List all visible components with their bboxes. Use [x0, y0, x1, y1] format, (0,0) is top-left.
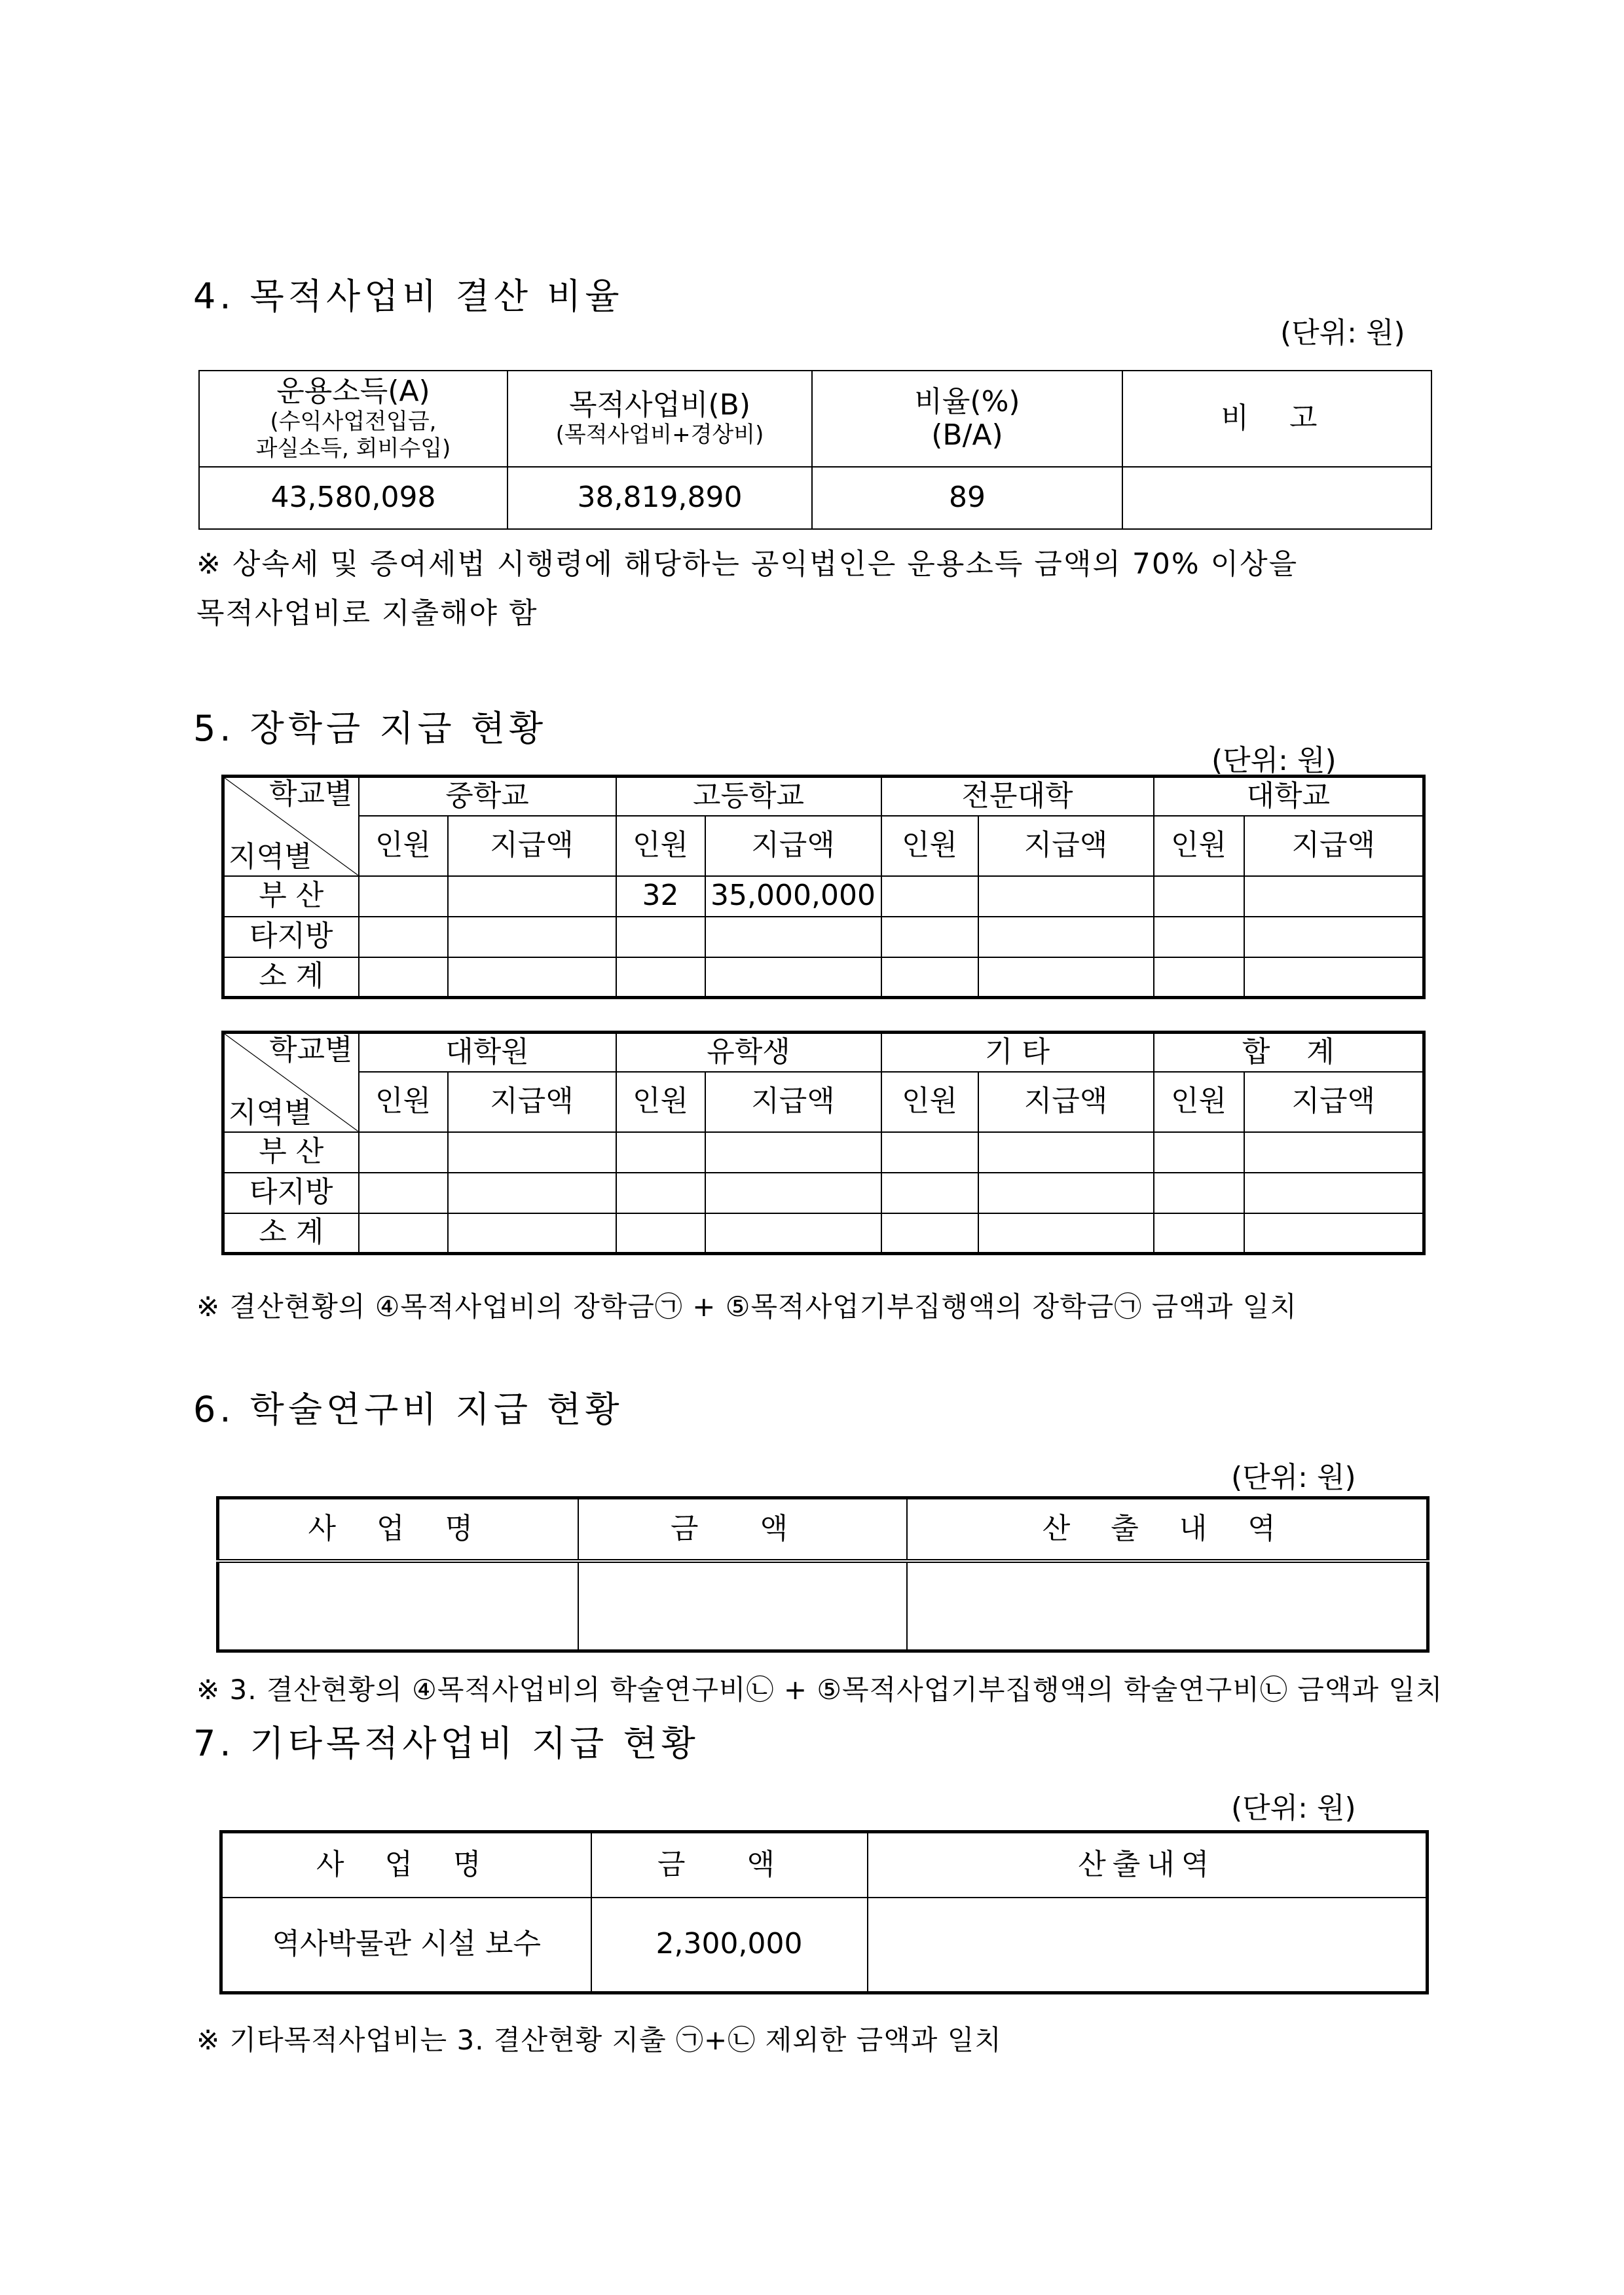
header-operating-income	[199, 371, 507, 467]
cell	[1154, 957, 1244, 998]
cell	[978, 917, 1154, 957]
cell	[881, 1213, 978, 1254]
sub-header-people: 인원	[1154, 1072, 1244, 1132]
corner-region-label: 지역별	[229, 839, 312, 873]
section7-title: 7. 기타목적사업비 지급 현황	[193, 1723, 699, 1764]
group-header: 중학교	[359, 777, 616, 816]
cell	[1154, 1132, 1244, 1173]
sub-header-amount: 지급액	[978, 1072, 1154, 1132]
cell	[705, 957, 881, 998]
cell	[359, 1173, 448, 1213]
group-header: 합 계	[1154, 1033, 1424, 1072]
ratio-table	[198, 370, 1432, 530]
corner-cell	[223, 1033, 359, 1132]
cell-calculation	[868, 1898, 1428, 1993]
sub-header-people: 인원	[1154, 816, 1244, 876]
row-label: 소 계	[223, 1213, 359, 1254]
research-table	[216, 1496, 1430, 1653]
header-project-name: 사 업 명	[221, 1832, 591, 1898]
cell	[1244, 917, 1424, 957]
section5-unit: (단위: 원)	[1211, 744, 1337, 777]
cell	[705, 1213, 881, 1254]
header-amount: 금 액	[591, 1832, 868, 1898]
cell	[616, 1132, 705, 1173]
sub-header-amount: 지급액	[1244, 1072, 1424, 1132]
header-project-name: 사 업 명	[218, 1498, 578, 1561]
sub-header-amount: 지급액	[448, 816, 616, 876]
header-remarks: 비 고	[1122, 371, 1431, 467]
header-ratio-sub: (B/A)	[931, 418, 1003, 452]
sub-header-people: 인원	[881, 816, 978, 876]
row-label: 부 산	[223, 1132, 359, 1173]
section5-note: ※ 결산현황의 ④목적사업비의 장학금㉠ + ⑤목적사업기부집행액의 장학금㉠ 금액과 일치	[196, 1291, 1297, 1323]
header-calculation: 산 출 내 역	[907, 1498, 1428, 1561]
sub-header-people: 인원	[881, 1072, 978, 1132]
section7-note: ※ 기타목적사업비는 3. 결산현황 지출 ㉠+㉡ 제외한 금액과 일치	[196, 2024, 1002, 2056]
section4-note-line2: 목적사업비로 지출해야 함	[196, 597, 538, 630]
scholarship-table-1	[221, 775, 1426, 999]
header-operating-income-sub2: 과실소득, 회비수입)	[255, 435, 451, 462]
header-ratio	[812, 371, 1122, 467]
group-header: 기 타	[881, 1033, 1154, 1072]
cell	[978, 1213, 1154, 1254]
header-operating-income-sub1: (수익사업전입금,	[270, 409, 437, 435]
cell	[1244, 1132, 1424, 1173]
cell	[705, 1132, 881, 1173]
group-header: 대학교	[1154, 777, 1424, 816]
cell-amount	[578, 1561, 907, 1651]
corner-school-label: 학교별	[268, 777, 353, 811]
sub-header-amount: 지급액	[705, 1072, 881, 1132]
cell	[1244, 957, 1424, 998]
row-label: 타지방	[223, 917, 359, 957]
header-purpose-expense-sub: (목적사업비+경상비)	[555, 422, 764, 449]
cell	[881, 917, 978, 957]
section4-title: 4. 목적사업비 결산 비율	[193, 276, 623, 317]
cell: 32	[616, 876, 705, 917]
header-purpose-expense	[507, 371, 812, 467]
cell	[978, 1132, 1154, 1173]
table-row	[223, 1213, 1424, 1254]
sub-header-people: 인원	[359, 1072, 448, 1132]
section7-unit: (단위: 원)	[1231, 1791, 1356, 1825]
cell	[705, 1173, 881, 1213]
row-label: 부 산	[223, 876, 359, 917]
cell	[616, 917, 705, 957]
header-operating-income-main: 운용소득(A)	[276, 375, 430, 409]
cell	[1154, 1213, 1244, 1254]
table-row	[223, 957, 1424, 998]
section6-note: ※ 3. 결산현황의 ④목적사업비의 학술연구비㉡ + ⑤목적사업기부집행액의 학술연구비㉡ 금액과 일치	[196, 1674, 1443, 1706]
cell	[1154, 1173, 1244, 1213]
cell	[705, 917, 881, 957]
cell	[616, 957, 705, 998]
cell	[359, 917, 448, 957]
value-remarks	[1122, 467, 1431, 529]
sub-header-amount: 지급액	[1244, 816, 1424, 876]
table-row	[221, 1898, 1428, 1993]
cell-calculation	[907, 1561, 1428, 1651]
row-label: 소 계	[223, 957, 359, 998]
section4-note-line1: ※ 상속세 및 증여세법 시행령에 해당하는 공익법인은 운용소득 금액의 70% 이상을	[196, 547, 1299, 581]
section6-unit: (단위: 원)	[1231, 1461, 1356, 1494]
cell	[1244, 876, 1424, 917]
table-row	[223, 917, 1424, 957]
header-purpose-expense-main: 목적사업비(B)	[568, 388, 751, 422]
header-amount: 금 액	[578, 1498, 907, 1561]
sub-header-amount: 지급액	[448, 1072, 616, 1132]
section6-title: 6. 학술연구비 지급 현황	[193, 1389, 623, 1430]
cell	[978, 876, 1154, 917]
group-header: 대학원	[359, 1033, 616, 1072]
cell	[448, 1173, 616, 1213]
sub-header-people: 인원	[359, 816, 448, 876]
cell	[978, 957, 1154, 998]
table-row	[223, 1173, 1424, 1213]
cell	[448, 1132, 616, 1173]
cell	[616, 1213, 705, 1254]
cell-project-name	[218, 1561, 578, 1651]
cell	[359, 876, 448, 917]
value-operating-income: 43,580,098	[199, 467, 507, 529]
cell-project-name: 역사박물관 시설 보수	[221, 1898, 591, 1993]
cell	[1154, 917, 1244, 957]
scholarship-table-2	[221, 1031, 1426, 1255]
corner-school-label: 학교별	[268, 1033, 353, 1067]
table-row	[223, 876, 1424, 917]
cell	[1244, 1213, 1424, 1254]
cell	[881, 876, 978, 917]
row-label: 타지방	[223, 1173, 359, 1213]
table-row	[223, 1132, 1424, 1173]
cell	[448, 1213, 616, 1254]
cell	[881, 957, 978, 998]
sub-header-amount: 지급액	[978, 816, 1154, 876]
cell	[359, 1132, 448, 1173]
value-ratio: 89	[812, 467, 1122, 529]
cell	[448, 917, 616, 957]
sub-header-amount: 지급액	[705, 816, 881, 876]
cell	[881, 1173, 978, 1213]
cell	[359, 1213, 448, 1254]
cell	[359, 957, 448, 998]
cell	[881, 1132, 978, 1173]
cell	[1154, 876, 1244, 917]
cell	[448, 957, 616, 998]
sub-header-people: 인원	[616, 816, 705, 876]
section5-title: 5. 장학금 지급 현황	[193, 708, 547, 749]
table-row	[218, 1561, 1428, 1651]
header-ratio-main: 비율(%)	[914, 384, 1020, 418]
value-purpose-expense: 38,819,890	[507, 467, 812, 529]
cell: 35,000,000	[705, 876, 881, 917]
cell-amount: 2,300,000	[591, 1898, 868, 1993]
cell	[616, 1173, 705, 1213]
group-header: 고등학교	[616, 777, 881, 816]
group-header: 전문대학	[881, 777, 1154, 816]
corner-region-label: 지역별	[229, 1095, 312, 1129]
header-calculation: 산출내역	[868, 1832, 1428, 1898]
corner-cell	[223, 777, 359, 876]
cell	[448, 876, 616, 917]
other-expense-table	[219, 1830, 1429, 1994]
sub-header-people: 인원	[616, 1072, 705, 1132]
cell	[1244, 1173, 1424, 1213]
group-header: 유학생	[616, 1033, 881, 1072]
cell	[978, 1173, 1154, 1213]
section4-unit: (단위: 원)	[1280, 316, 1405, 350]
